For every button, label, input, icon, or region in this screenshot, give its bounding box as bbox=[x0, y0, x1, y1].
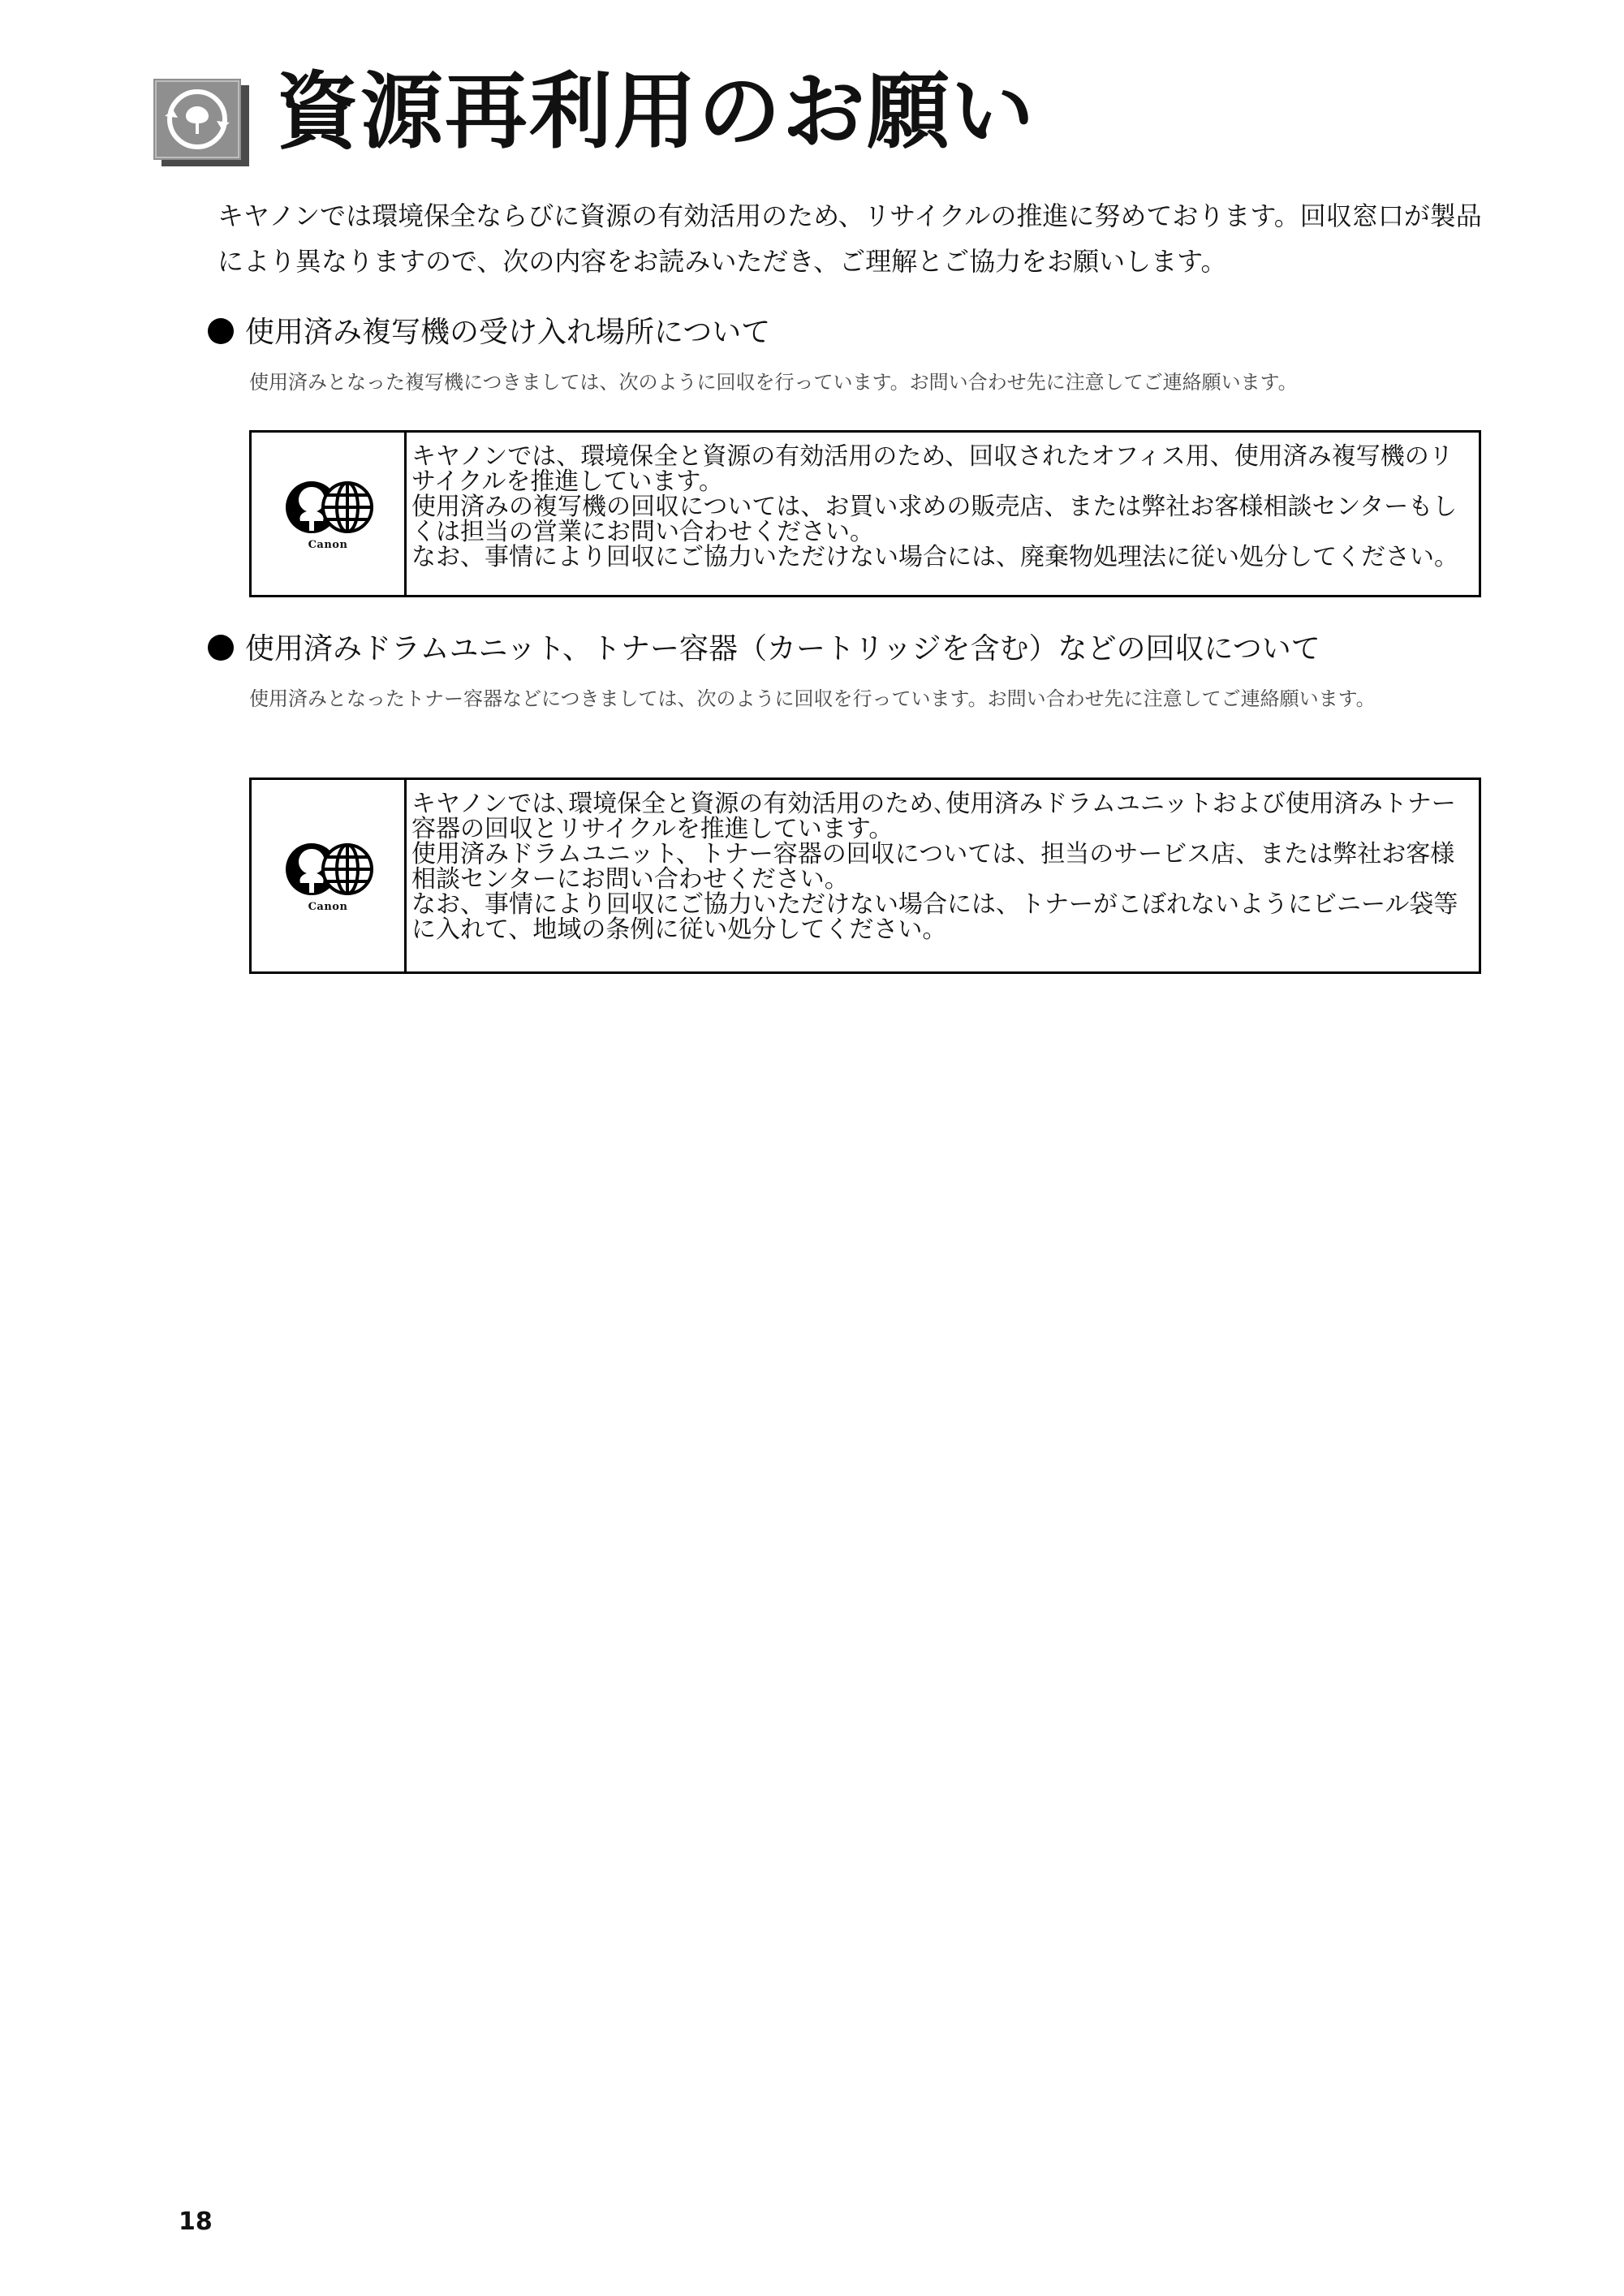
bullet-icon bbox=[208, 635, 234, 661]
page-number: 18 bbox=[179, 2208, 213, 2236]
logo-cell bbox=[252, 780, 407, 971]
section-heading-text: 使用済み複写機の受け入れ場所について bbox=[245, 316, 771, 349]
info-paragraph: なお、事情により回収にご協力いただけない場合には、廃棄物処理法に従い処分してください。 bbox=[411, 543, 1458, 571]
info-box-copier bbox=[249, 430, 1481, 597]
info-text bbox=[407, 780, 1479, 971]
info-paragraph: キヤノンでは､環境保全と資源の有効活用のため､使用済みドラムユニットおよび使用済みトナー容器の回収とリサイクルを推進しています。 bbox=[411, 790, 1456, 843]
bullet-icon bbox=[208, 318, 234, 344]
info-paragraph: キヤノンでは、環境保全と資源の有効活用のため、回収されたオフィス用、使用済み複写機のリサイクルを推進しています。 bbox=[411, 442, 1454, 496]
page-title: 資源再利用のお願い bbox=[276, 64, 1036, 161]
info-box-toner bbox=[249, 778, 1481, 974]
section-note-toner: 使用済みとなったトナー容器などにつきましては、次のように回収を行っています。お問い合わせ先に注意してご連絡願います。 bbox=[249, 687, 1376, 710]
logo-cell bbox=[252, 433, 407, 595]
info-text bbox=[407, 433, 1479, 595]
logo-caption: Canon bbox=[308, 538, 348, 551]
logo-caption: Canon bbox=[308, 900, 348, 913]
section-note-copier: 使用済みとなった複写機につきましては、次のように回収を行っています。お問い合わせ先に注意してご連絡願います。 bbox=[249, 371, 1298, 394]
recycle-globe-logo-icon bbox=[279, 839, 377, 899]
section-heading-text: 使用済みドラムユニット、トナー容器（カートリッジを含む）などの回収について bbox=[245, 632, 1320, 666]
info-paragraph: 使用済みドラムユニット、トナー容器の回収については、担当のサービス店、または弊社お客様相談センターにお問い合わせください。 bbox=[411, 840, 1455, 894]
recycle-icon bbox=[153, 79, 252, 168]
info-paragraph: なお、事情により回収にご協力いただけない場合には、トナーがこぼれないようにビニール袋等に入れて、地域の条例に従い処分してください。 bbox=[411, 890, 1458, 944]
section-heading-copier bbox=[208, 315, 770, 350]
intro-paragraph: キヤノンでは環境保全ならびに資源の有効活用のため、リサイクルの推進に努めております。回収窓口が製品により異なりますので、次の内容をお読みいただき、ご理解とご協力をお願いします。 bbox=[218, 200, 1482, 277]
section-heading-toner bbox=[208, 631, 1320, 666]
info-paragraph: 使用済みの複写機の回収については、お買い求めの販売店、または弊社お客様相談センターもしくは担当の営業にお問い合わせください。 bbox=[411, 493, 1458, 546]
recycle-globe-logo-icon bbox=[279, 477, 377, 537]
